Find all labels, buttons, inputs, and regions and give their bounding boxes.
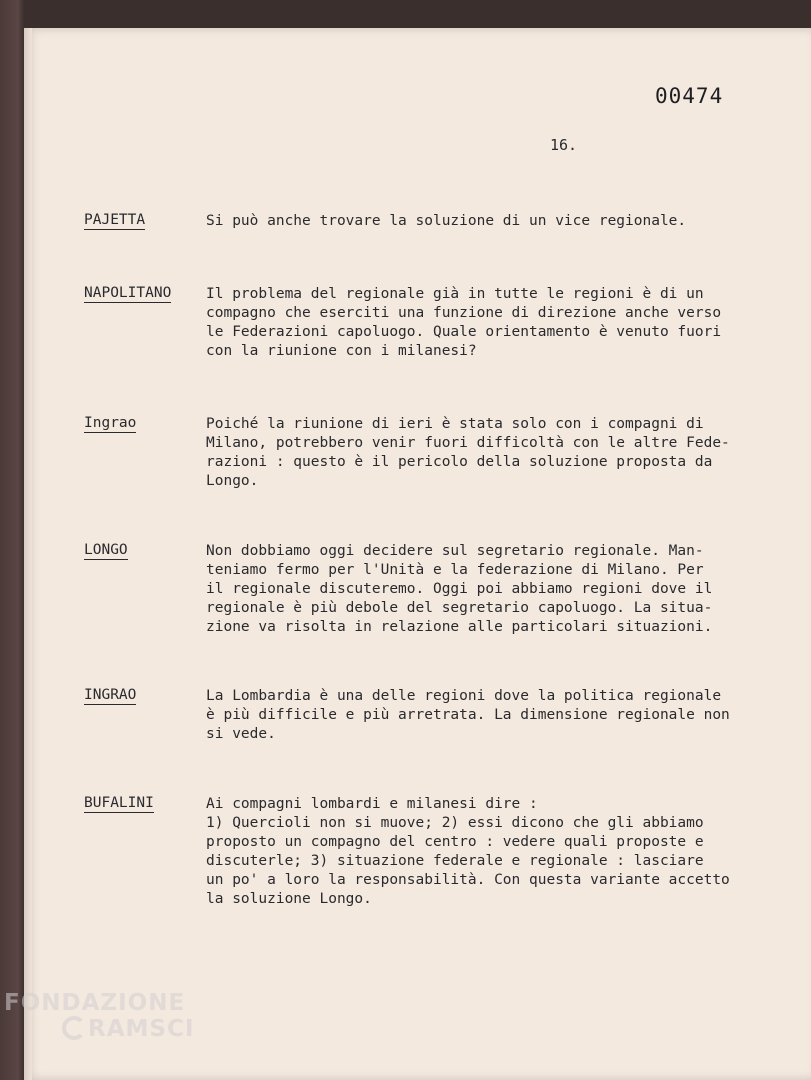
speech-line: Longo. <box>206 473 259 489</box>
speaker-name: BUFALINI <box>84 795 154 811</box>
speech-text <box>206 415 776 491</box>
speech-line: un po' a loro la responsabilità. Con questa variante accetto <box>206 872 730 888</box>
speaker-name: INGRAO <box>84 687 137 703</box>
speech-line: proposto un compagno del centro : vedere quali proposte e <box>206 834 704 850</box>
watermark-line-1: FONDAZIONE <box>4 990 186 1016</box>
speaker-name: LONGO <box>84 542 128 558</box>
speech-line: le Federazioni capoluogo. Quale orientamento è venuto fuori <box>206 324 722 340</box>
speech-line: Poiché la riunione di ieri è stata solo con i compagni di <box>206 416 704 432</box>
speech-line: zione va risolta in relazione alle particolari situazioni. <box>206 619 713 635</box>
speaker-name: NAPOLITANO <box>84 285 172 301</box>
speech-text <box>206 687 776 744</box>
speech-line: teniamo fermo per l'Unità e la federazione di Milano. Per <box>206 562 704 578</box>
speech-line: Il problema del regionale già in tutte le regioni è di un <box>206 286 704 302</box>
speech-line: compagno che eserciti una funzione di direzione anche verso <box>206 305 722 321</box>
document-page <box>24 28 811 1080</box>
speech-line: con la riunione con i milanesi? <box>206 343 477 359</box>
speech-text <box>206 285 776 361</box>
speech-line: è più difficile e più arretrata. La dimensione regionale non <box>206 707 730 723</box>
speech-line: si vede. <box>206 726 276 742</box>
speaker-name: PAJETTA <box>84 212 146 228</box>
speech-line: Non dobbiamo oggi decidere sul segretario regionale. Man- <box>206 543 704 559</box>
speech-line: regionale è più debole del segretario capoluogo. La situa- <box>206 600 713 616</box>
speech-line: 1) Quercioli non si muove; 2) essi dicono che gli abbiamo <box>206 815 704 831</box>
speech-line: Milano, potrebbero venir fuori difficoltà con le altre Fede- <box>206 435 730 451</box>
page-number: 16. <box>550 136 578 154</box>
speech-line: Si può anche trovare la soluzione di un vice regionale. <box>206 213 687 229</box>
speech-line: la soluzione Longo. <box>206 891 372 907</box>
speech-text <box>206 542 776 637</box>
speech-line: discuterle; 3) situazione federale e regionale : lasciare <box>206 853 704 869</box>
speaker-name: Ingrao <box>84 415 137 431</box>
watermark-line-2 <box>4 1016 194 1042</box>
watermark-line-2-text: RAMSCI <box>88 1016 195 1042</box>
page-binding-edge <box>24 28 32 1080</box>
speech-line: il regionale discuteremo. Oggi poi abbiamo regioni dove il <box>206 581 713 597</box>
speech-text <box>206 795 776 909</box>
watermark-g-logo-icon <box>62 1016 86 1040</box>
archive-stamp-number: 00474 <box>655 84 724 108</box>
fondazione-gramsci-watermark <box>4 990 194 1042</box>
speech-line: La Lombardia è una delle regioni dove la politica regionale <box>206 688 722 704</box>
speech-text <box>206 212 776 231</box>
speech-line: Ai compagni lombardi e milanesi dire : <box>206 796 538 812</box>
speech-line: razioni : questo è il pericolo della soluzione proposta da <box>206 454 713 470</box>
